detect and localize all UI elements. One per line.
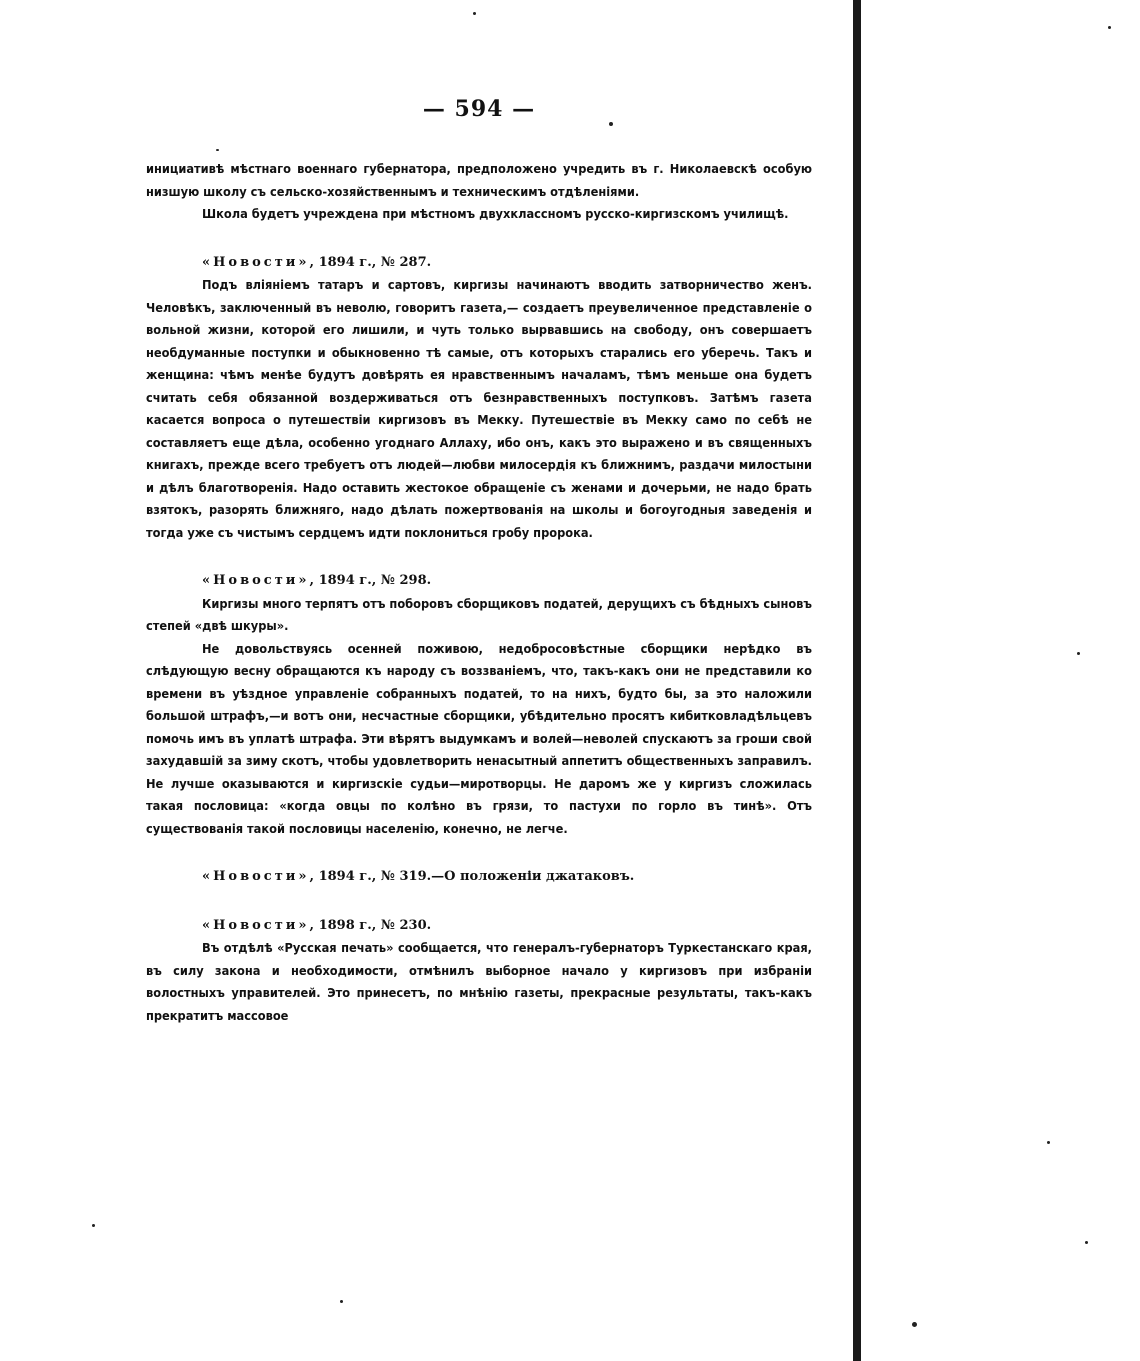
entry-novosti-1898-230 [146, 915, 812, 1028]
scan-speck [609, 122, 613, 126]
scan-speck [1047, 1141, 1050, 1144]
source-details: , 1894 г., № 319.—О положеніи джатаковъ. [309, 869, 635, 884]
scan-speck [912, 1322, 917, 1327]
scan-binding-edge [853, 0, 861, 1361]
source-name: «Новости» [202, 254, 310, 270]
source-name: «Новости» [202, 917, 310, 933]
source-citation [146, 570, 812, 593]
source-name: «Новости» [202, 573, 310, 588]
scan-speck [1108, 26, 1111, 29]
page-number: — 594 — [422, 96, 536, 122]
entry-novosti-319 [146, 866, 812, 889]
school-paragraph: Школа будетъ учреждена при мѣстномъ двухклассномъ русско-киргизскомъ училищѣ. [202, 206, 789, 221]
text-column [146, 158, 812, 1053]
scan-speck [92, 1224, 95, 1227]
scan-speck [1085, 1241, 1088, 1244]
source-details: , 1894 г., № 298. [309, 573, 432, 588]
entry-novosti-287 [146, 252, 812, 545]
source-citation [146, 252, 812, 275]
entry-paragraph: Подъ вліяніемъ татаръ и сартовъ, киргизы начинаютъ вводить затворничество женъ. Человѣкъ, заключенный въ неволю, говоритъ газета,— создаетъ преувеличенное представленіе о вольной жизни, которой его лишили, и чуть только вырвавшись на свободу, онъ совершаетъ необдуманные поступки и обыкновенно тѣ самые, отъ которыхъ старались его уберечь. Такъ и женщина: чѣмъ менѣе будутъ довѣрять ея нравственнымъ началамъ, тѣмъ меньше она будетъ считать себя обязанной воздерживаться отъ безнравственныхъ поступковъ. Затѣмъ газета касается вопроса о путешествіи киргизовъ въ Мекку. Путешествіе въ Мекку само по себѣ не составляетъ еще дѣла, особенно угоднаго Аллаху, ибо онъ, какъ это выражено и въ священныхъ книгахъ, прежде всего требуетъ отъ людей—любви милосердія къ ближнимъ, раздачи милостыни и дѣлъ благотворенія. Надо оставить жестокое обращеніе съ женами и дочерьми, не надо брать взятокъ, разорять ближняго, надо дѣлать пожертвованія на школы и богоугодныя заведенія и тогда уже съ чистымъ сердцемъ идти поклониться гробу пророка. [146, 277, 812, 540]
entry-paragraph: Не довольствуясь осенней поживою, недобросовѣстные сборщики нерѣдко въ слѣдующую весну обращаются къ народу съ воззваніемъ, что, такъ-какъ они не представили ко времени въ уѣздное управленіе собранныхъ податей, то на нихъ, будто бы, за это наложили большой штрафъ,—и вотъ они, несчастные сборщики, убѣдительно просятъ кибитковладѣльцевъ помочь имъ въ уплатѣ штрафа. Эти вѣрятъ выдумкамъ и волей—неволей спускаютъ за гроши свой захудавшій за зиму скотъ, чтобы удовлетворить ненасытный аппетитъ общественныхъ заправилъ. Не лучше оказываются и киргизскіе судьи—миротворцы. Не даромъ же у киргизъ сложилась такая пословица: «когда овцы по колѣно въ грязи, то пастухи по горло въ тинѣ». Отъ существованія такой пословицы населенію, конечно, не легче. [146, 640, 812, 836]
continued-text-block [146, 158, 812, 226]
entry-paragraph: Въ отдѣлѣ «Русская печать» сообщается, что генералъ-губернаторъ Туркестанскаго края, въ силу закона и необходимости, отмѣнилъ выборное начало у киргизовъ при избраніи волостныхъ управителей. Это принесетъ, по мнѣнію газеты, прекрасные результаты, такъ-какъ прекратитъ массовое [146, 940, 812, 1023]
scan-speck [473, 12, 476, 15]
entry-novosti-298 [146, 570, 812, 840]
scan-speck [216, 149, 219, 151]
scan-speck [1077, 652, 1080, 655]
source-details: , 1898 г., № 230. [309, 917, 432, 933]
scan-speck [340, 1300, 343, 1303]
source-citation [146, 866, 812, 889]
source-citation [146, 915, 812, 938]
entry-paragraph: Киргизы много терпятъ отъ поборовъ сборщиковъ податей, дерущихъ съ бѣдныхъ сыновъ степей «двѣ шкуры». [146, 595, 812, 633]
source-name: «Новости» [202, 869, 310, 884]
continued-paragraph: инициативѣ мѣстнаго военнаго губернатора, предположено учредить въ г. Николаевскѣ особую низшую школу съ сельско-хозяйственнымъ и техническимъ отдѣленіями. [146, 161, 812, 199]
source-details: , 1894 г., № 287. [309, 254, 432, 270]
